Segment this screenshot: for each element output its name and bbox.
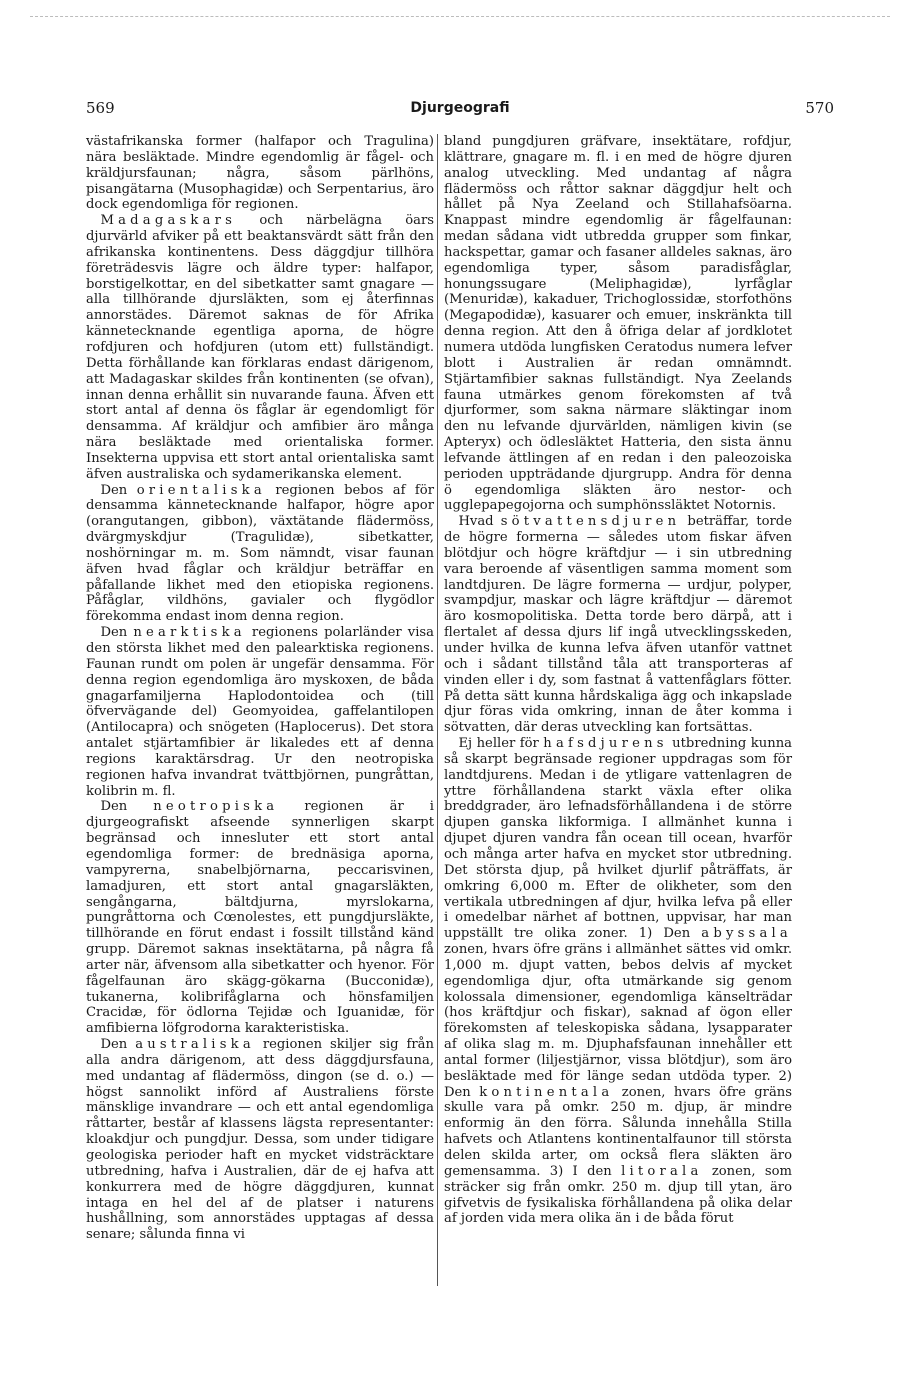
left-column — [86, 134, 434, 1243]
spaced-term: Madagaskars — [100, 213, 237, 229]
spaced-term: australiska — [135, 1037, 255, 1053]
paragraph: Den orientaliska regionen bebos af för densamma kännetecknande halfapor, högre apor (orangutangen, gibbon), växtätande flädermöss, dvärgmyskdjur (Tragulidæ), sibetkatter, noshörningar m. m. Som nämndt, visar faunan äfven hvad fåglar och kräldjur beträffar en påfallande likhet med den etiopiska regionens. Påfåglar, vildhöns, gavialer och flygödlor förekomma endast inom denna region. — [86, 482, 434, 625]
paragraph: Den neotropiska regionen är i djurgeografiskt afseende synnerligen skarpt begränsad och innesluter ett stort antal egendomliga former: de brednäsiga aporna, vampyrerna, snabelbjörnarna, peccarisvinen, lamadjuren, ett stort antal gnagarsläkten, sengångarna, bältdjurna, myrslokarna, pungråttorna och Cœnolestes, ett pungdjursläkte, tillhörande en förut endast i fossilt tillstånd känd grupp. Däremot saknas insektätarna, på några få arter när, äfvensom alla sibetkatter och hyenor. För fågelfaunan äro skägg-gökarna (Bucconidæ), tukanerna, kolibrifåglarna och hönsfamiljen Cracidæ, för ödlorna Tejidæ och Iguanidæ, för amfibierna löfgrodorna karakteristiska. — [86, 799, 434, 1037]
spaced-term: abyssala — [701, 926, 792, 942]
paragraph: bland pungdjuren gräfvare, insektätare, rofdjur, klättrare, gnagare m. fl. i en med de högre djuren analog utveckling. Med undantag af några flädermöss och råttor saknar däggdjur helt och hållet på Nya Zeeland och Stillahafsöarna. Knappast mindre egendomlig är fågelfaunan: medan sådana vidt utbredda grupper som finkar, hackspettar, gamar och fasaner alldeles saknas, äro egendomliga typer, såsom paradisfåglar, honungssugare (Meliphagidæ), lyrfåglar (Menuridæ), kakaduer, Trichoglossidæ, storfothöns (Megapodidæ), kasuarer och emuer, inskränkta till denna region. Att den å öfriga delar af jordklotet numera utdöda lungfisken Ceratodus numera lefver blott i Australien är redan omnämndt. Stjärtamfibier saknas fullständigt. Nya Zeelands fauna utmärkes genom förekomsten af två djurformer, som sakna närmare släktingar inom den nu lefvande djurvärlden, nämligen kivin (se Apteryx) och ödlesläktet Hatteria, den sista ännu lefvande ättlingen af en redan i den paleozoiska perioden uppträdande djurgrupp. Andra för denna ö egendomliga släkten äro nestor- och ugglepapegojorna och sumphönssläktet Notornis. — [444, 134, 792, 514]
column-divider — [437, 134, 438, 1286]
page-number-left: 569 — [86, 99, 115, 117]
paragraph: västafrikanska former (halfapor och Tragulina) nära besläktade. Mindre egendomlig är fågel- och kräldjursfaunan; några, såsom pärlhöns, pisangätarna (Musophagidæ) och Serpentarius, äro dock egendomliga för regionen. — [86, 134, 434, 213]
spaced-term: neotropiska — [153, 799, 279, 815]
paragraph: Madagaskars och närbelägna öars djurvärld afviker på ett beaktansvärdt sätt från den afrikanska kontinentens. Dess däggdjur tillhöra företrädesvis lägre och äldre typer: halfapor, borstigelkottar, en del sibetkatter samt gnagare — alla tillhörande djursläkten, som ej återfinnas annorstädes. Däremot saknas de för Afrika kännetecknande egentliga aporna, de högre rofdjuren och hofdjuren (utom ett) fullständigt. Detta förhållande kan förklaras endast därigenom, att Madagaskar skildes från kontinenten (se ofvan), innan denna erhållit sin nuvarande fauna. Äfven ett stort antal af denna ös fåglar är egendomligt för densamma. Af kräldjur och amfibier äro många nära besläktade med orientaliska former. Insekterna uppvisa ett stort antal orientaliska samt äfven australiska och sydamerikanska element. — [86, 213, 434, 482]
top-rule — [30, 16, 890, 17]
paragraph: Den australiska regionen skiljer sig från alla andra därigenom, att dess däggdjursfauna, med undantag af flädermöss, dingon (se d. o.) — högst sannolikt införd af Australiens förste mänsklige invandrare — och ett antal egendomliga råttarter, består af klassens lägsta representanter: kloakdjur och pungdjur. Dessa, som under tidigare geologiska perioder haft en mycket vidsträcktare utbredning, hafva i Australien, där de ej hafva att konkurrera med de högre däggdjuren, kunnat intaga en hel del af de platser i naturens hushållning, som annorstädes upptagas af dessa senare; sålunda finna vi — [86, 1037, 434, 1243]
spaced-term: nearktiska — [133, 625, 246, 641]
paragraph: Hvad sötvattensdjuren beträffar, torde de högre formerna — således utom fiskar äfven blötdjur och högre kräftdjur — i sin utbredning vara beroende af väsentligen samma moment som landtdjuren. De lägre formerna — urdjur, polyper, svampdjur, maskar och lägre kräftdjur — däremot äro kosmopolitiska. Detta torde bero därpå, att i flertalet af dessa djurs lif ingå utvecklingsskeden, under hvilka de kunna lefva äfven utanför vattnet och i sådant tillstånd tåla att transporteras af vinden eller i dy, som fastnat å vattenfåglars fötter. På detta sätt kunna hårdskaliga ägg och inkapslade djur föras vida omkring, innan de åter komma i sötvatten, där deras utveckling kan fortsättas. — [444, 514, 792, 736]
paragraph: Ej heller för hafsdjurens utbredning kunna så skarpt begränsade regioner uppdragas som för landtdjurens. Medan i de ytligare vattenlagren de yttre förhållandena starkt växla efter olika breddgrader, äro lefnadsförhållandena i de större djupen ganska likformiga. I allmänhet kunna i djupet djuren vandra fån ocean till ocean, hvarför och många arter hafva en mycket stor utbredning. Det största djup, på hvilket djurlif påträffats, är omkring 6,000 m. Efter de olikheter, som den vertikala utbredningen af djur, hvilka lefva på eller i omedelbar närhet af bottnen, uppvisar, har man uppställt tre olika zoner. 1) Den abyssala zonen, hvars öfre gräns i allmänhet sättes vid omkr. 1,000 m. djupt vatten, bebos delvis af mycket egendomliga djur, ofta utmärkande sig genom kolossala dimensioner, egendomliga känselträdar (hos kräftdjur och fiskar), saknad af ögon eller förekomsten af teleskopiska sådana, lysapparater af olika slag m. m. Djuphafsfaunan innehåller ett antal former (liljestjärnor, vissa blötdjur), som äro besläktade med för länge sedan utdöda typer. 2) Den kontinentala zonen, hvars öfre gräns skulle vara på omkr. 250 m. djup, är mindre enformig än den förra. Sålunda innehålla Stilla hafvets och Atlantens kontinentalfaunor till största delen skilda arter, om också flera släkten äro gemensamma. 3) I den litorala zonen, som sträcker sig från omkr. 250 m. djup till ytan, äro gifvetvis de fysikaliska förhållandena på olika delar af jorden vida mera olika än i de båda förut — [444, 736, 793, 1227]
spaced-term: litorala — [621, 1163, 703, 1179]
page-number-right: 570 — [805, 99, 834, 117]
spaced-term: kontinentala — [479, 1084, 614, 1100]
right-column — [444, 134, 792, 1227]
spaced-term: orientaliska — [136, 482, 266, 498]
running-title: Djurgeografi — [410, 100, 510, 116]
paragraph: Den nearktiska regionens polarländer visa den största likhet med den palearktiska regionens. Faunan rundt om polen är ungefär densamma. För denna region egendomliga äro myskoxen, de båda gnagarfamiljerna Haplodontoidea och (till öfvervägande del) Geomyoidea, gaffelantilopen (Antilocapra) och snögeten (Haplocerus). Det stora antalet stjärtamfibier är likaledes ett af denna regions karaktärsdrag. Ur den neotropiska regionen hafva invandrat tvättbjörnen, pungråttan, kolibrin m. fl. — [86, 625, 434, 799]
spaced-term: sötvattensdjuren — [500, 514, 681, 530]
spaced-term: hafsdjurens — [543, 736, 668, 752]
page-header — [86, 96, 834, 120]
